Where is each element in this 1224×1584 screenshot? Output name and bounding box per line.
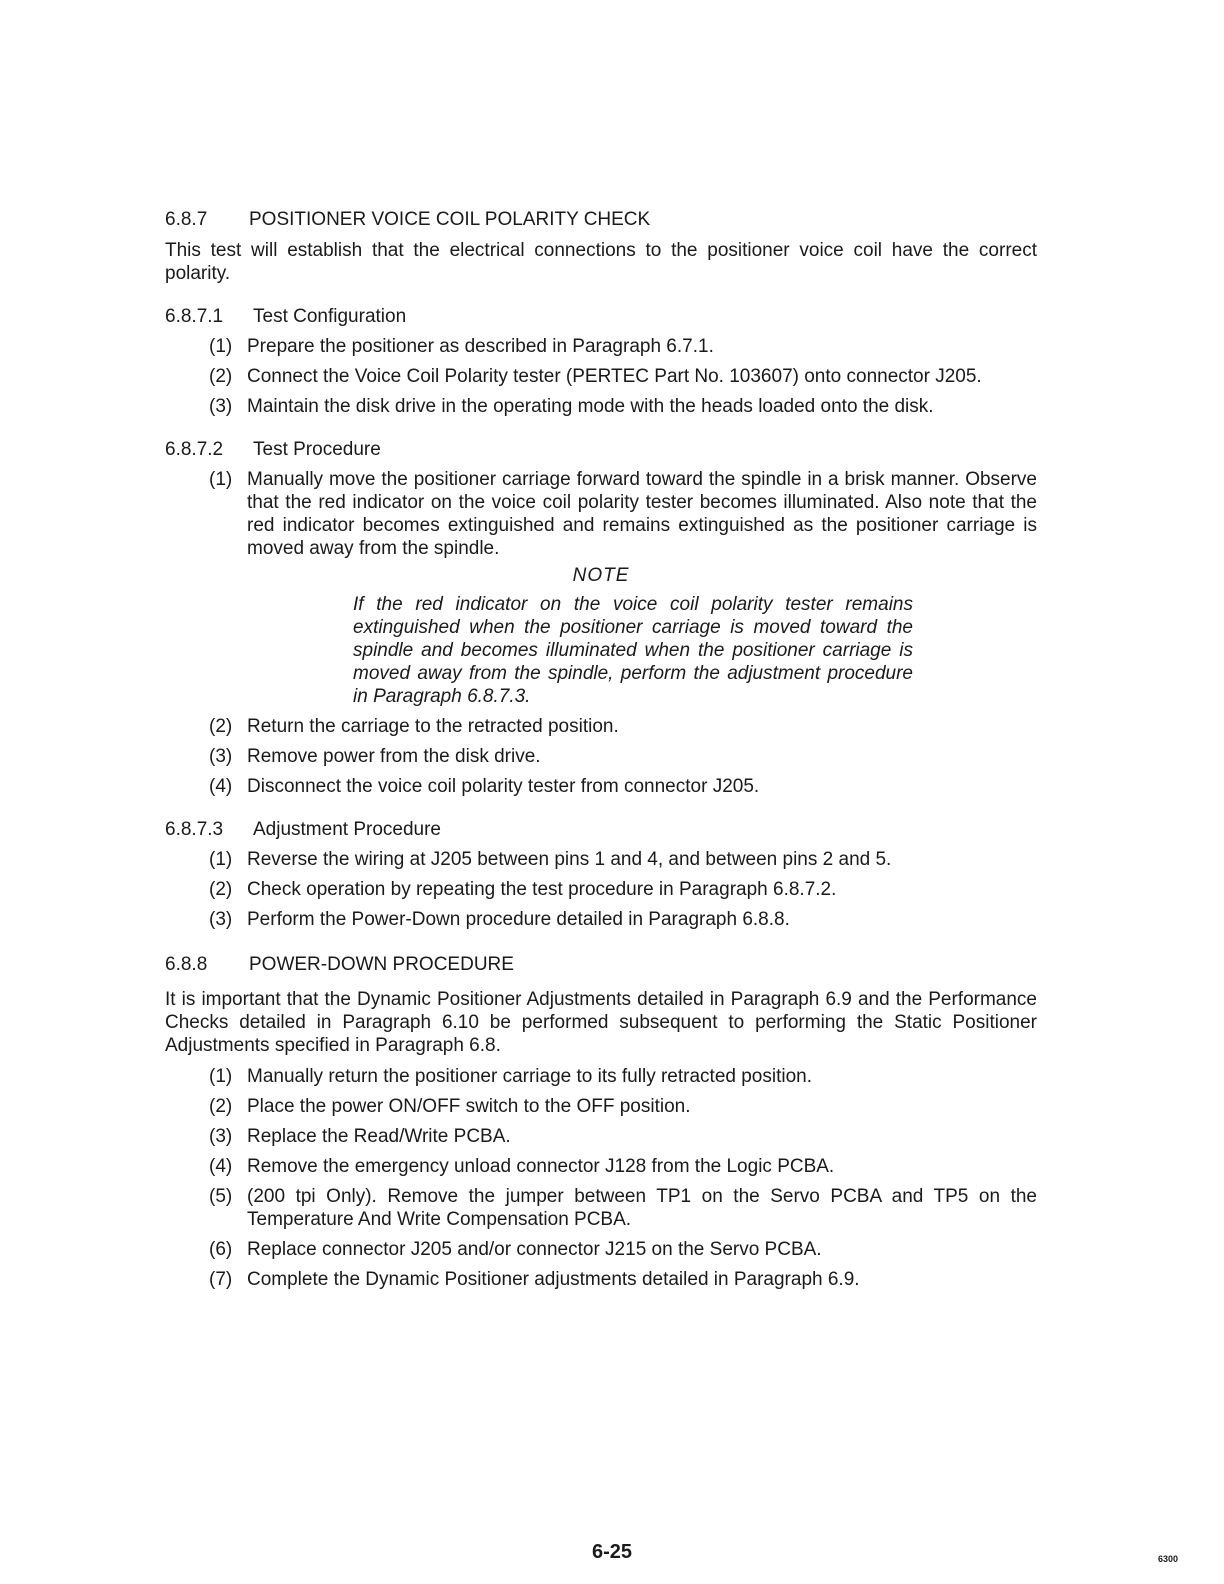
section-number: 6.8.8 bbox=[165, 954, 208, 975]
item-marker: (2) bbox=[209, 1096, 233, 1117]
item-marker: (4) bbox=[209, 776, 233, 797]
section-title: POWER-DOWN PROCEDURE bbox=[249, 954, 514, 975]
item-marker: (3) bbox=[209, 396, 233, 417]
note-body: If the red indicator on the voice coil polarity tester remains extinguished when the positioner carriage is moved toward the spindle and becomes illuminated when the positioner carriage is moved away from the spindle, perform the adjustment procedure in Paragraph 6.8.7.3. bbox=[353, 594, 913, 707]
document-code: 6300 bbox=[1158, 1554, 1179, 1564]
item-marker: (2) bbox=[209, 366, 233, 387]
item-marker: (1) bbox=[209, 1066, 233, 1087]
section-number: 6.8.7 bbox=[165, 209, 208, 230]
item-text: Remove the emergency unload connector J128 from the Logic PCBA. bbox=[247, 1156, 835, 1177]
subsection-title: Adjustment Procedure bbox=[253, 819, 441, 840]
subsection-heading-6-8-7-3 bbox=[165, 818, 1037, 841]
section-heading-6-8-8 bbox=[165, 953, 1037, 976]
item-text: Manually return the positioner carriage to its fully retracted position. bbox=[247, 1066, 812, 1087]
item-marker: (6) bbox=[209, 1239, 233, 1260]
list-item bbox=[165, 715, 1037, 738]
list-item bbox=[165, 878, 1037, 901]
item-text: Prepare the positioner as described in Paragraph 6.7.1. bbox=[247, 336, 714, 357]
list-item bbox=[165, 1238, 1037, 1261]
subsection-title: Test Procedure bbox=[253, 439, 381, 460]
list-item bbox=[165, 1155, 1037, 1178]
list-item bbox=[165, 1185, 1037, 1231]
subsection-number: 6.8.7.3 bbox=[165, 819, 224, 840]
test-configuration-list bbox=[165, 335, 1037, 418]
item-text: (200 tpi Only). Remove the jumper between TP1 on the Servo PCBA and TP5 on the Temperature And Write Compensation PCBA. bbox=[247, 1186, 1037, 1230]
item-text: Remove power from the disk drive. bbox=[247, 746, 541, 767]
section-heading-6-8-7 bbox=[165, 208, 1037, 231]
item-marker: (1) bbox=[209, 849, 233, 870]
item-text: Perform the Power-Down procedure detailed in Paragraph 6.8.8. bbox=[247, 909, 790, 930]
page-number: 6-25 bbox=[591, 1541, 633, 1563]
section-title: POSITIONER VOICE COIL POLARITY CHECK bbox=[249, 209, 651, 230]
item-text: Replace connector J205 and/or connector J215 on the Servo PCBA. bbox=[247, 1239, 822, 1260]
item-text: Place the power ON/OFF switch to the OFF position. bbox=[247, 1096, 691, 1117]
item-text: Check operation by repeating the test procedure in Paragraph 6.8.7.2. bbox=[247, 879, 837, 900]
item-marker: (4) bbox=[209, 1156, 233, 1177]
item-marker: (2) bbox=[209, 879, 233, 900]
adjustment-procedure-list bbox=[165, 848, 1037, 931]
power-down-list bbox=[165, 1065, 1037, 1291]
list-item bbox=[165, 365, 1037, 388]
list-item bbox=[165, 1125, 1037, 1148]
list-item bbox=[165, 848, 1037, 871]
list-item bbox=[165, 908, 1037, 931]
subsection-title: Test Configuration bbox=[253, 306, 407, 327]
subsection-number: 6.8.7.1 bbox=[165, 306, 224, 327]
list-item bbox=[165, 335, 1037, 358]
list-item bbox=[165, 745, 1037, 768]
list-item bbox=[165, 1065, 1037, 1088]
subsection-number: 6.8.7.2 bbox=[165, 439, 224, 460]
item-marker: (1) bbox=[209, 336, 233, 357]
section-intro-paragraph: This test will establish that the electrical connections to the positioner voice coil have the correct polarity. bbox=[165, 240, 1037, 284]
section-intro-paragraph: It is important that the Dynamic Positioner Adjustments detailed in Paragraph 6.9 and the Performance Checks detailed in Paragraph 6.10 be performed subsequent to performing the Static Positioner Adjustments specified in Paragraph 6.8. bbox=[165, 989, 1037, 1056]
item-marker: (2) bbox=[209, 716, 233, 737]
list-item bbox=[165, 1095, 1037, 1118]
item-marker: (3) bbox=[209, 746, 233, 767]
item-marker: (7) bbox=[209, 1269, 233, 1290]
test-procedure-list bbox=[165, 468, 1037, 560]
list-item bbox=[165, 1268, 1037, 1291]
item-marker: (1) bbox=[209, 469, 233, 490]
document-page bbox=[165, 208, 1037, 1291]
list-item bbox=[165, 468, 1037, 560]
item-text: Return the carriage to the retracted position. bbox=[247, 716, 619, 737]
list-item bbox=[165, 395, 1037, 418]
item-text: Maintain the disk drive in the operating mode with the heads loaded onto the disk. bbox=[247, 396, 934, 417]
item-text: Disconnect the voice coil polarity tester from connector J205. bbox=[247, 776, 760, 797]
item-text: Manually move the positioner carriage forward toward the spindle in a brisk manner. Observe that the red indicator on the voice coil polarity tester becomes illuminated. Also note that the red indicator becomes extinguished and remains extinguished as the positioner carriage is moved away from the spindle. bbox=[247, 469, 1037, 559]
item-text: Reverse the wiring at J205 between pins 1 and 4, and between pins 2 and 5. bbox=[247, 849, 892, 870]
subsection-heading-6-8-7-1 bbox=[165, 305, 1037, 328]
note-title: NOTE bbox=[572, 565, 630, 586]
item-text: Replace the Read/Write PCBA. bbox=[247, 1126, 511, 1147]
item-text: Connect the Voice Coil Polarity tester (PERTEC Part No. 103607) onto connector J205. bbox=[247, 366, 982, 387]
item-marker: (3) bbox=[209, 1126, 233, 1147]
item-text: Complete the Dynamic Positioner adjustments detailed in Paragraph 6.9. bbox=[247, 1269, 860, 1290]
subsection-heading-6-8-7-2 bbox=[165, 438, 1037, 461]
test-procedure-list-continued bbox=[165, 715, 1037, 798]
item-marker: (3) bbox=[209, 909, 233, 930]
item-marker: (5) bbox=[209, 1186, 233, 1207]
list-item bbox=[165, 775, 1037, 798]
